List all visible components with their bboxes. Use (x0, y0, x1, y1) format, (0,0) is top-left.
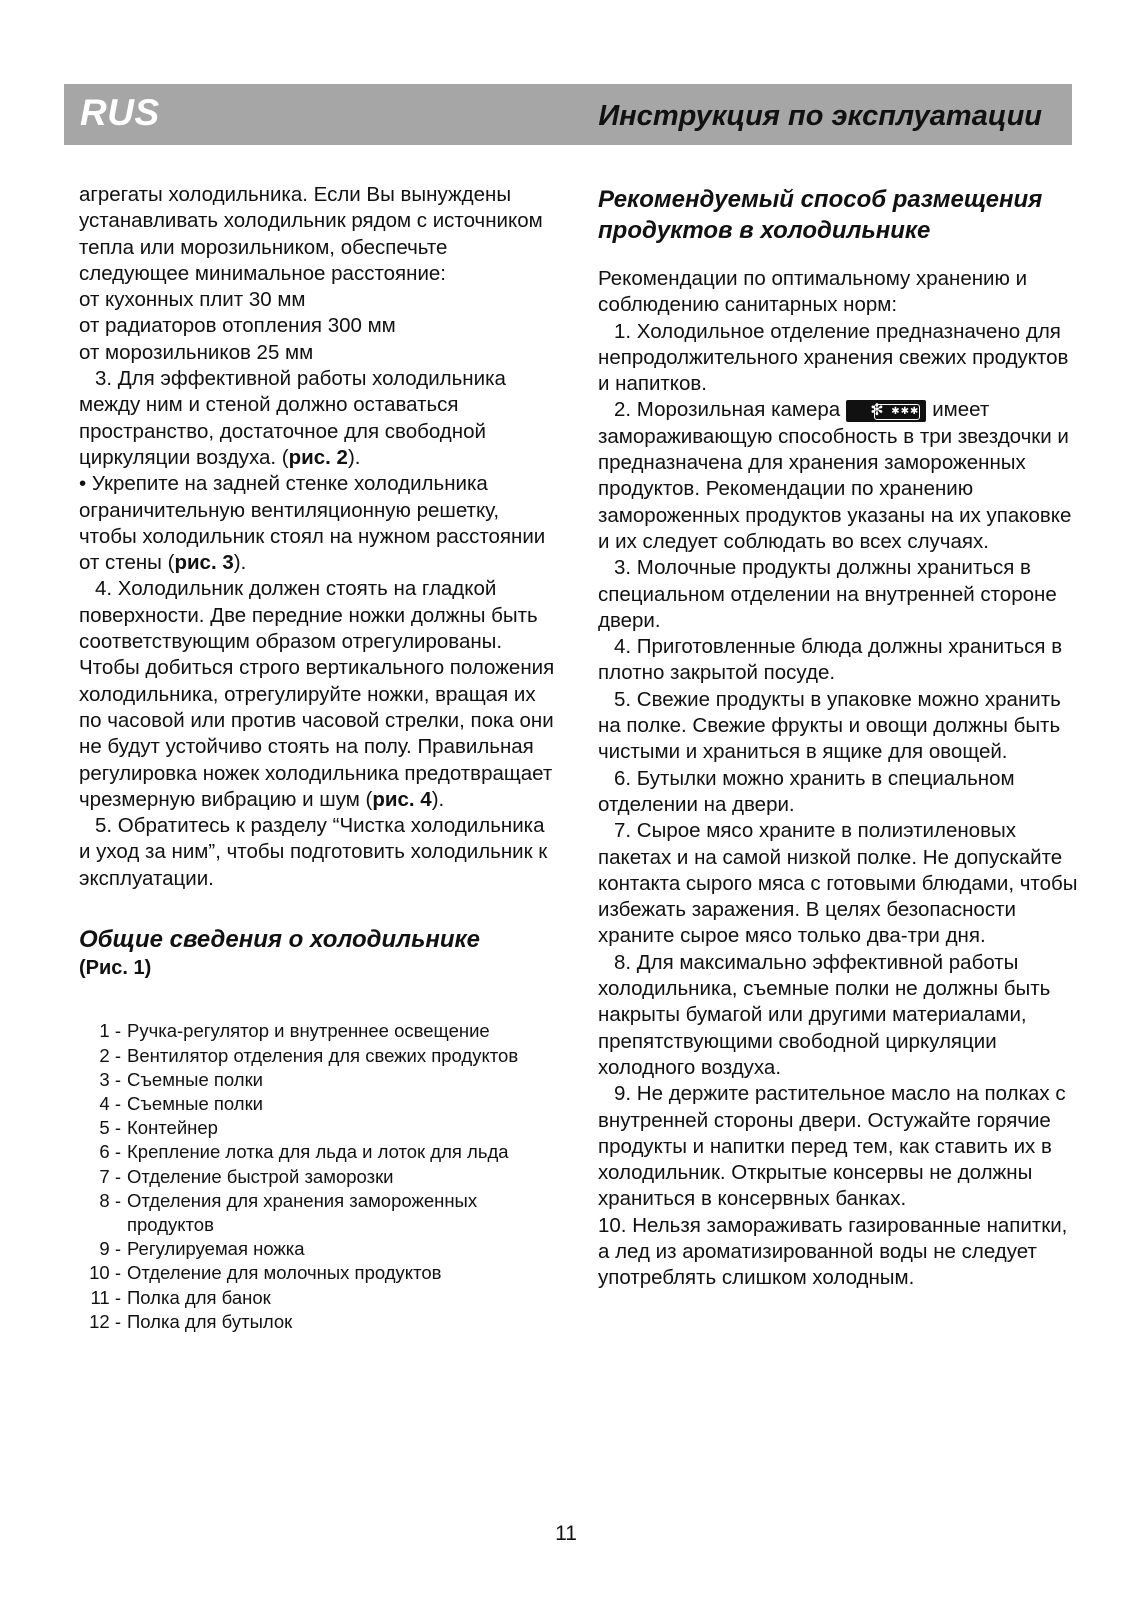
legend-item (79, 1165, 559, 1189)
bullet-text: • Укрепите на задней стенке холодильника ограничительную вентиляционную решетку, чтобы холодильник стоял на нужном расстоянии от стены ( (79, 472, 546, 575)
legend-number: 4 - (99, 1092, 121, 1114)
legend-text: Полка для бутылок (127, 1310, 293, 1332)
legend-item (79, 1044, 559, 1068)
distance-radiators: от радиаторов отопления 300 мм (79, 314, 396, 338)
parts-legend (79, 1019, 559, 1334)
right-column (598, 184, 1078, 1292)
storage-item-3: 3. Молочные продукты должны храниться в специальном отделении на внутренней стороне двери. (598, 556, 1057, 632)
paragraph-5: 5. Обратитесь к разделу “Чистка холодильника и уход за ним”, чтобы подготовить холодильник к эксплуатации. (79, 814, 548, 890)
legend-item (79, 1019, 559, 1043)
storage-item-8: 8. Для максимально эффективной работы холодильника, съемные полки не должны быть накрыты бумагой или другими материалами, препятствующими свободной циркуляции холодного воздуха. (598, 950, 1051, 1079)
legend-item (79, 1140, 559, 1164)
legend-item (79, 1261, 559, 1285)
paragraph-4 (79, 576, 559, 813)
legend-item (79, 1286, 559, 1310)
legend-item (79, 1092, 559, 1116)
distance-freezers: от морозильников 25 мм (79, 340, 314, 364)
paragraph-4-end: ). (431, 787, 445, 811)
bullet-paragraph (79, 471, 559, 576)
figure-subheading: (Рис. 1) (79, 957, 152, 980)
storage-item-4: 4. Приготовленные блюда должны храниться в плотно закрытой посуде. (598, 635, 1063, 685)
storage-item-6: 6. Бутылки можно хранить в специальном отделении на двери. (598, 766, 1015, 816)
legend-text: Регулируемая ножка (127, 1238, 305, 1260)
figure-ref-2: рис. 2 (288, 445, 348, 469)
legend-item (79, 1310, 559, 1334)
legend-item (79, 1237, 559, 1261)
storage-intro: Рекомендации по оптимальному хранению и соблюдению санитарных норм: (598, 267, 1028, 317)
page-header (64, 84, 1072, 145)
legend-text: Съемные полки (127, 1068, 263, 1090)
storage-item-10: 10. Нельзя замораживать газированные напитки, а лед из ароматизированной воды не следует употреблять слишком холодным. (598, 1213, 1068, 1290)
legend-text: Ручка-регулятор и внутреннее освещение (127, 1020, 490, 1042)
storage-item-1: 1. Холодильное отделение предназначено для непродолжительного хранения свежих продуктов и напитков. (598, 319, 1069, 396)
legend-number: 5 - (99, 1117, 121, 1139)
legend-number: 7 - (99, 1165, 121, 1187)
page-number: 11 (555, 1522, 577, 1545)
paragraph-distance-intro: агрегаты холодильника. Если Вы вынуждены устанавливать холодильник рядом с источником тепла или морозильником, обеспечьте следующее минимальное расстояние: (79, 183, 543, 285)
legend-number: 6 - (99, 1141, 121, 1163)
paragraph-3-end: ). (347, 445, 361, 469)
legend-text: Вентилятор отделения для свежих продуктов (127, 1044, 519, 1066)
legend-text: Полка для банок (127, 1286, 271, 1308)
legend-number: 8 - (99, 1189, 121, 1211)
legend-number: 3 - (99, 1068, 121, 1090)
legend-item (79, 1189, 559, 1237)
paragraph-4-text: 4. Холодильник должен стоять на гладкой поверхности. Две передние ножки должны быть соответствующим образом отрегулированы. Чтобы добиться строго вертикального положения холодильника, отрегулируйте ножки, вращая их по часовой или против часовой стрелки, пока они не будут устойчиво стоять на полу. Правильная регулировка ножек холодильника предотвращает чрезмерную вибрацию и шум ( (79, 577, 555, 811)
legend-text: Контейнер (127, 1117, 218, 1139)
storage-item-2-start: 2. Морозильная камера (614, 398, 841, 422)
legend-text: Отделения для хранения замороженных продуктов (127, 1189, 478, 1235)
storage-item-9: 9. Не держите растительное масло на полках с внутренней стороны двери. Остужайте горячие продукты и напитки перед тем, как ставить их в холодильник. Открытые консервы не должны храниться в консервных банках. (598, 1082, 1066, 1211)
distance-stoves: от кухонных плит 30 мм (79, 288, 306, 312)
legend-number: 11 - (90, 1286, 121, 1308)
bullet-end: ). (233, 551, 247, 575)
freezer-three-star-icon: ✻ ✱✱✱ (846, 400, 926, 422)
storage-item-5: 5. Свежие продукты в упаковке можно хранить на полке. Свежие фрукты и овощи должны быть чистыми и храниться в ящике для овощей. (598, 687, 1061, 764)
legend-item (79, 1116, 559, 1140)
storage-item-2-rest: имеет замораживающую способность в три звездочки и предназначена для хранения замороженных продуктов. Рекомендации по хранению замороженных продуктов указаны на их упаковке и их следует соблюдать во всех случаях. (598, 398, 1072, 553)
storage-item-7: 7. Сырое мясо храните в полиэтиленовых пакетах и на самой низкой полке. Не допускайте контакта сырого мяса с готовыми блюдами, чтобы избежать заражения. В целях безопасности храните сырое мясо только два-три дня. (598, 819, 1078, 948)
paragraph-3 (79, 366, 559, 471)
storage-item-2 (598, 397, 1078, 555)
legend-text: Отделение для молочных продуктов (127, 1262, 442, 1284)
legend-number: 12 - (89, 1310, 121, 1332)
language-label: RUS (80, 92, 160, 133)
paragraph-3-text: 3. Для эффективной работы холодильника между ним и стеной должно оставаться пространство, достаточное для свободной циркуляции воздуха. ( (79, 367, 506, 469)
legend-text: Крепление лотка для льда и лоток для льда (127, 1141, 509, 1163)
section-heading-storage: Рекомендуемый способ размещения продуктов в холодильнике (598, 186, 1043, 244)
legend-text: Съемные полки (127, 1092, 263, 1114)
section-heading-general: Общие сведения о холодильнике (79, 926, 481, 954)
legend-text: Отделение быстрой заморозки (127, 1165, 394, 1187)
legend-number: 10 - (89, 1262, 121, 1284)
legend-number: 1 - (99, 1020, 121, 1042)
legend-item (79, 1068, 559, 1092)
figure-ref-4: рис. 4 (372, 787, 432, 811)
figure-ref-3: рис. 3 (174, 551, 234, 575)
legend-number: 9 - (99, 1238, 121, 1260)
document-title: Инструкция по эксплуатации (598, 100, 1042, 132)
legend-number: 2 - (99, 1044, 121, 1066)
left-column (79, 182, 559, 1334)
